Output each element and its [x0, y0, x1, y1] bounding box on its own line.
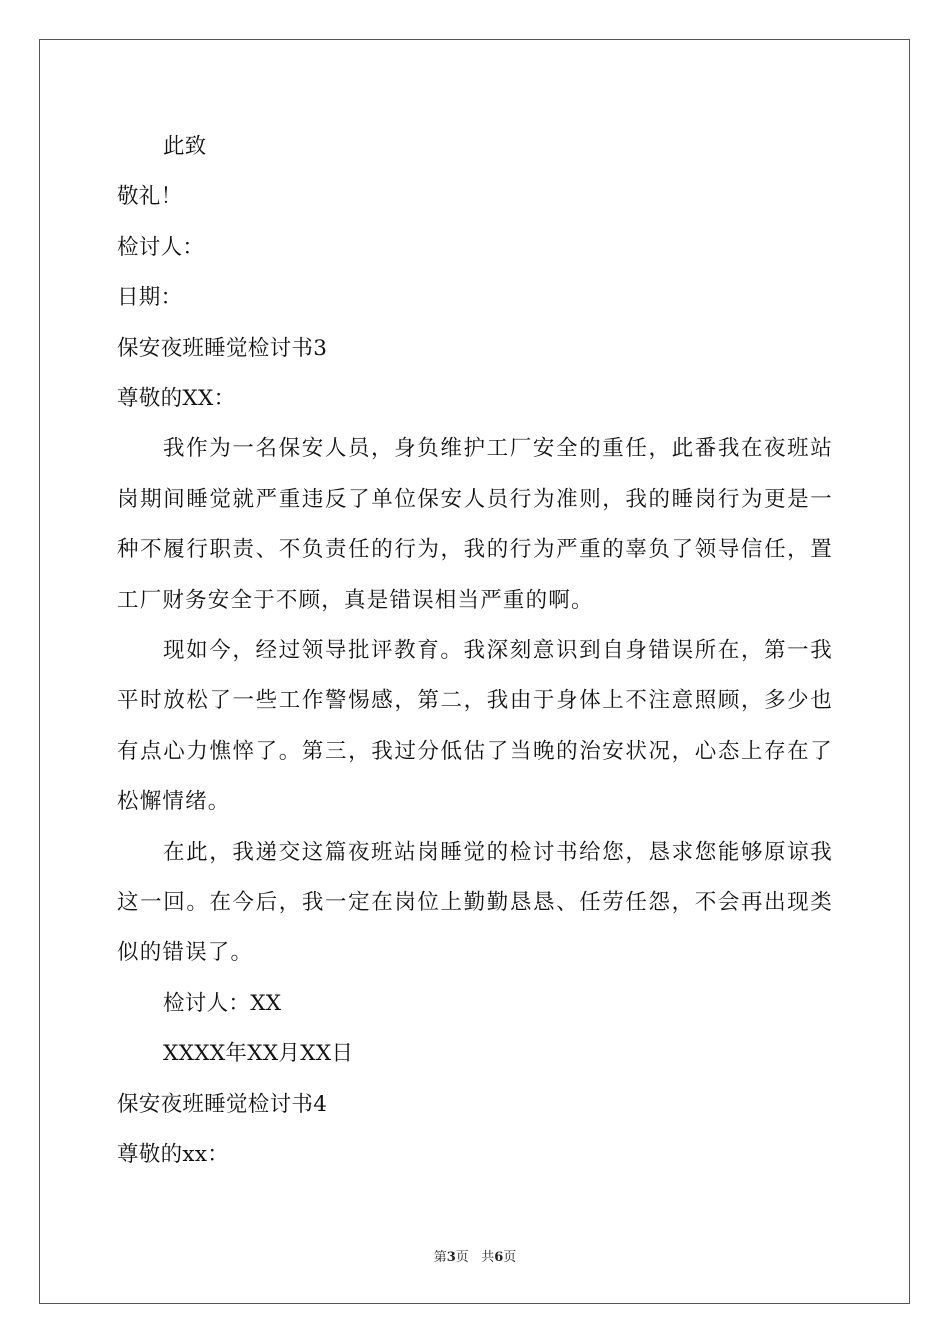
- section-title: 保安夜班睡觉检讨书4: [117, 1091, 328, 1117]
- section-title: 保安夜班睡觉检讨书3: [117, 335, 328, 361]
- document-body: [117, 122, 833, 1180]
- greeting-line: 尊敬的xx：: [117, 1141, 230, 1167]
- body-paragraph: 现如今，经过领导批评教育。我深刻意识到自身错误所在，第一我平时放松了一些工作警惕感，第二，我由于身体上不注意照顾，多少也有点心力憔悴了。第三，我过分低估了当晚的治安状况，心态上存在了松懈情绪。: [117, 637, 833, 815]
- salutation-line: 敬礼！: [117, 184, 183, 210]
- greeting-line: 尊敬的XX：: [117, 385, 236, 411]
- footer-prefix: 第: [433, 1250, 447, 1265]
- body-paragraph: 在此，我递交这篇夜班站岗睡觉的检讨书给您，恳求您能够原谅我这一回。在今后，我一定在岗位上勤勤恳恳、任劳任怨，不会再出现类似的错误了。: [117, 839, 833, 966]
- footer-page-suffix: 页: [455, 1250, 469, 1265]
- signer-line: 检讨人：XX: [163, 990, 282, 1016]
- body-paragraph: 我作为一名保安人员，身负维护工厂安全的重任，此番我在夜班站岗期间睡觉就严重违反了单位保安人员行为准则，我的睡岗行为更是一种不履行职责、不负责任的行为，我的行为严重的辜负了领导信任，置工厂财务安全于不顾，真是错误相当严重的啊。: [117, 436, 833, 613]
- date-line: XXXX年XX月XX日: [163, 1041, 354, 1067]
- date-label: 日期：: [117, 285, 183, 311]
- salutation-line: 此致: [163, 134, 207, 159]
- page-footer: [0, 1246, 950, 1265]
- footer-total-prefix: 共: [481, 1250, 495, 1265]
- footer-total-suffix: 页: [503, 1250, 517, 1265]
- current-page-number: 3: [446, 1250, 456, 1265]
- total-page-number: 6: [494, 1250, 504, 1265]
- signer-label: 检讨人：: [117, 234, 205, 260]
